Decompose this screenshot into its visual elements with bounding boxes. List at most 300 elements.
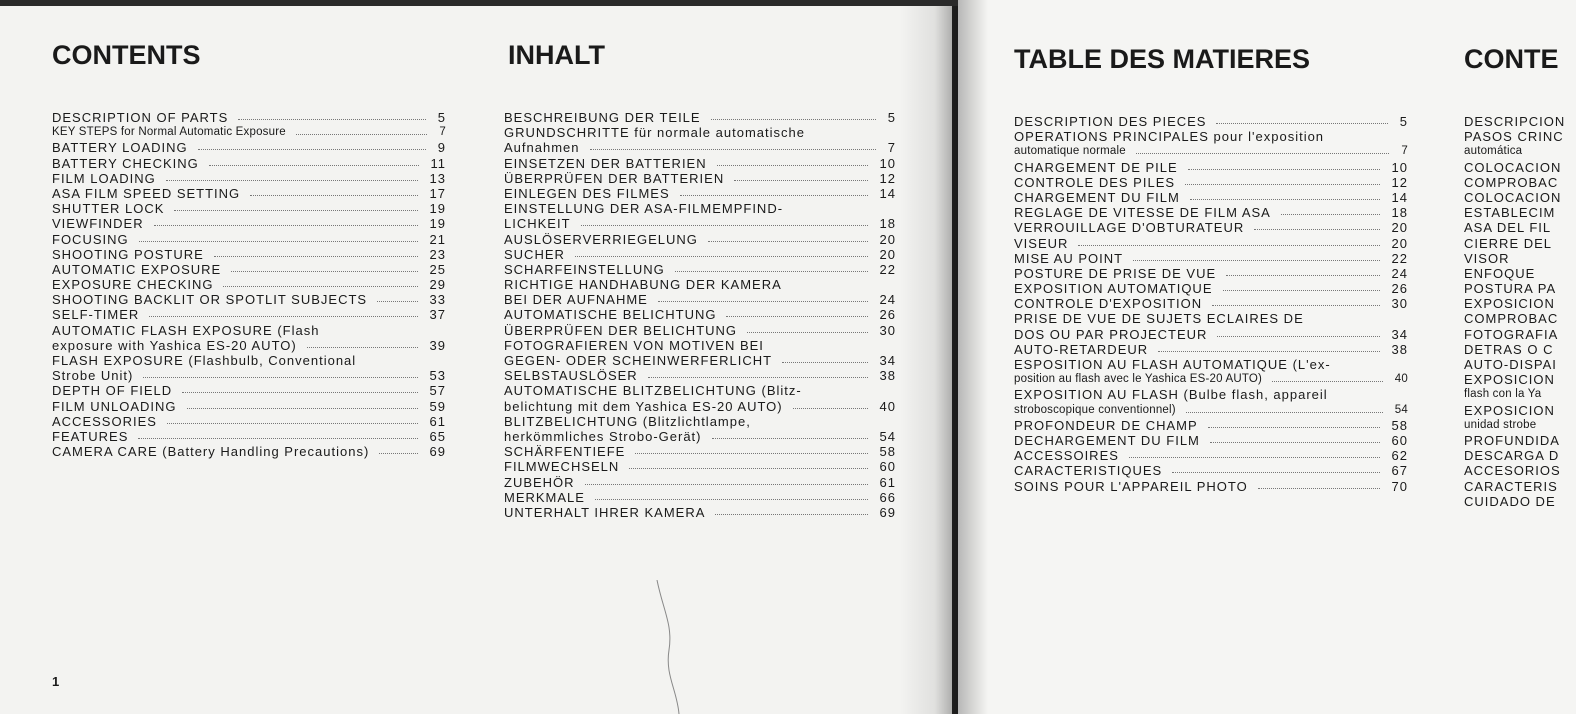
- toc-entry: [1464, 327, 1576, 342]
- toc-entry-title: BATTERY LOADING: [52, 140, 188, 156]
- toc-entry: [1014, 463, 1408, 478]
- toc-entry-title: DETRAS O C: [1464, 341, 1554, 357]
- toc-entry: [1464, 160, 1576, 175]
- toc-entry-page: 59: [429, 398, 446, 414]
- toc-entry: [52, 383, 446, 398]
- toc-entry-title: FOTOGRAFIA: [1464, 326, 1559, 342]
- toc-entry: [52, 110, 446, 125]
- toc-entry-page: 20: [1391, 220, 1408, 236]
- toc-entry: [1464, 236, 1576, 251]
- toc-leader-dots: [379, 444, 417, 454]
- toc-entry-title: GEGEN- ODER SCHEINWERFERLICHT: [504, 353, 773, 368]
- toc-entry: [504, 414, 896, 429]
- toc-leader-dots: [149, 307, 417, 317]
- toc-entry-title: flash con la Ya: [1464, 388, 1542, 401]
- toc-entry-page: 60: [1391, 432, 1408, 448]
- toc-entry-page: 20: [879, 231, 896, 247]
- toc-entry: [504, 110, 896, 125]
- toc-leader-dots: [1129, 448, 1380, 458]
- toc-entry: [1014, 296, 1408, 311]
- toc-entry-title: BATTERY CHECKING: [52, 155, 199, 171]
- toc-entry: [1014, 311, 1408, 326]
- toc-entry-title: DESCARGA D: [1464, 448, 1560, 464]
- toc-entry: [1464, 463, 1576, 478]
- toc-leader-dots: [717, 156, 868, 166]
- toc-entry-page: 17: [429, 185, 446, 201]
- toc-leader-dots: [680, 186, 868, 196]
- toc-entry: [1014, 266, 1408, 281]
- toc-entry-title: KEY STEPS for Normal Automatic Exposure: [52, 126, 286, 139]
- toc-entry-title: DEPTH OF FIELD: [52, 383, 173, 399]
- inhalt-list: [504, 110, 896, 520]
- toc-leader-dots: [143, 368, 417, 378]
- toc-entry-title: Strobe Unit): [52, 368, 134, 384]
- toc-entry-title: VIEWFINDER: [52, 216, 144, 232]
- toc-entry: [1464, 494, 1576, 509]
- toc-leader-dots: [1223, 281, 1380, 291]
- toc-entry-page: 58: [1391, 417, 1408, 433]
- toc-entry: [52, 323, 446, 338]
- toc-entry-page: 37: [429, 307, 446, 323]
- toc-entry-title: UNTERHALT IHRER KAMERA: [504, 504, 706, 520]
- toc-entry-title: AUTOMATISCHE BLITZBELICHTUNG (Blitz-: [504, 383, 802, 399]
- toc-entry-page: 23: [429, 246, 446, 262]
- toc-entry: [504, 292, 896, 307]
- toc-entry: [504, 338, 896, 353]
- toc-entry-title: CONTROLE D'EXPOSITION: [1014, 296, 1203, 312]
- contents-title: CONTENTS: [52, 40, 201, 70]
- toc-entry: [1464, 296, 1576, 311]
- toc-leader-dots: [1272, 372, 1383, 382]
- toc-entry-page: 30: [879, 322, 896, 338]
- toc-entry-title: AUTOMATIC FLASH EXPOSURE (Flash: [52, 322, 320, 338]
- toc-leader-dots: [629, 459, 867, 469]
- toc-entry: [52, 186, 446, 201]
- toc-leader-dots: [793, 399, 868, 409]
- toc-leader-dots: [1254, 220, 1379, 230]
- toc-entry-page: 14: [879, 185, 896, 201]
- toc-entry: [52, 414, 446, 429]
- toc-entry: [1464, 433, 1576, 448]
- toc-entry-page: 5: [437, 110, 446, 125]
- toc-entry-page: 57: [429, 383, 446, 399]
- toc-entry: [1014, 175, 1408, 190]
- toc-entry-page: 19: [429, 216, 446, 232]
- toc-entry: [52, 292, 446, 307]
- toc-entry: [504, 475, 896, 490]
- toc-entry: [504, 353, 896, 368]
- toc-entry-title: VISOR: [1464, 250, 1510, 266]
- inhalt-title: INHALT: [508, 40, 605, 70]
- contenido-list: [1464, 114, 1576, 509]
- toc-entry-title: EXPOSITION AUTOMATIQUE: [1014, 281, 1213, 297]
- right-page-shadow: [958, 0, 988, 714]
- toc-entry-title: SHUTTER LOCK: [52, 201, 165, 217]
- toc-entry-page: 24: [1391, 265, 1408, 281]
- toc-entry-title: PASOS CRINC: [1464, 129, 1564, 145]
- toc-entry-title: ÜBERPRÜFEN DER BELICHTUNG: [504, 322, 738, 338]
- toc-entry-page: 70: [1391, 478, 1408, 494]
- toc-leader-dots: [138, 429, 417, 439]
- toc-entry-page: 33: [429, 292, 446, 308]
- toc-entry-title: BEI DER AUFNAHME: [504, 292, 648, 308]
- toc-entry-page: 66: [879, 489, 896, 505]
- toc-entry-page: 7: [887, 140, 896, 156]
- toc-entry: [504, 232, 896, 247]
- toc-entry: [1014, 129, 1408, 144]
- toc-entry: [52, 338, 446, 353]
- toc-entry-page: 12: [879, 170, 896, 186]
- toc-leader-dots: [250, 186, 417, 196]
- toc-entry-title: FILM UNLOADING: [52, 398, 177, 414]
- toc-leader-dots: [1258, 479, 1380, 489]
- toc-leader-dots: [711, 110, 876, 120]
- toc-entry-page: 18: [1391, 205, 1408, 221]
- toc-entry: [504, 262, 896, 277]
- toc-leader-dots: [238, 110, 426, 120]
- toc-entry-page: 21: [429, 231, 446, 247]
- toc-entry: [52, 171, 446, 186]
- toc-entry-title: ESPOSITION AU FLASH AUTOMATIQUE (L'ex-: [1014, 357, 1331, 372]
- toc-entry-title: COMPROBAC: [1464, 174, 1559, 190]
- toc-entry-title: EINLEGEN DES FILMES: [504, 185, 670, 201]
- page-number: 1: [52, 674, 60, 689]
- toc-entry: [504, 247, 896, 262]
- toc-entry: [1464, 479, 1576, 494]
- toc-entry-title: unidad strobe: [1464, 418, 1537, 431]
- toc-entry-title: exposure with Yashica ES-20 AUTO): [52, 337, 297, 353]
- toc-entry-page: 26: [879, 307, 896, 323]
- toc-entry: [504, 156, 896, 171]
- toc-entry: [1464, 114, 1576, 129]
- toc-entry-title: EXPOSICION: [1464, 402, 1555, 418]
- toc-entry-page: 40: [1394, 373, 1408, 386]
- gutter-shadow: [900, 6, 958, 714]
- toc-entry-title: stroboscopique conventionnel): [1014, 403, 1176, 416]
- toc-entry-page: 29: [429, 277, 446, 293]
- toc-entry: [1014, 144, 1408, 159]
- toc-entry-page: 7: [1401, 145, 1408, 158]
- toc-entry-page: 67: [1391, 463, 1408, 479]
- toc-entry: [504, 383, 896, 398]
- toc-entry-title: MERKMALE: [504, 489, 585, 505]
- toc-entry-title: herkömmliches Strobo-Gerät): [504, 428, 702, 444]
- toc-leader-dots: [174, 201, 417, 211]
- toc-entry-title: FEATURES: [52, 428, 129, 444]
- toc-entry-title: Aufnahmen: [504, 140, 580, 156]
- toc-entry-title: CONTROLE DES PILES: [1014, 174, 1176, 190]
- toc-leader-dots: [715, 505, 867, 515]
- toc-entry: [52, 247, 446, 262]
- toc-entry: [1014, 281, 1408, 296]
- toc-entry-title: automática: [1464, 145, 1523, 158]
- toc-entry: [1014, 220, 1408, 235]
- toc-entry-title: FOTOGRAFIEREN VON MOTIVEN BEI: [504, 337, 764, 353]
- toc-leader-dots: [296, 125, 428, 135]
- toc-entry: [504, 171, 896, 186]
- toc-entry-title: belichtung mit dem Yashica ES-20 AUTO): [504, 398, 783, 414]
- toc-entry: [1014, 236, 1408, 251]
- toc-entry-title: EINSETZEN DER BATTERIEN: [504, 155, 707, 171]
- toc-leader-dots: [1078, 236, 1379, 246]
- toc-leader-dots: [1185, 175, 1379, 185]
- toc-leader-dots: [1216, 114, 1387, 124]
- toc-leader-dots: [1190, 190, 1380, 200]
- toc-leader-dots: [1188, 160, 1380, 170]
- toc-entry-title: CUIDADO DE: [1464, 493, 1556, 509]
- toc-entry: [1464, 311, 1576, 326]
- toc-entry: [504, 444, 896, 459]
- table-des-matieres-list: [1014, 114, 1408, 494]
- toc-entry-title: EXPOSICION: [1464, 372, 1555, 388]
- toc-entry: [504, 216, 896, 231]
- toc-entry: [52, 262, 446, 277]
- toc-entry-page: 34: [1391, 326, 1408, 342]
- toc-entry: [504, 323, 896, 338]
- toc-entry-title: SOINS POUR L'APPAREIL PHOTO: [1014, 478, 1248, 494]
- toc-entry-page: 40: [879, 398, 896, 414]
- toc-entry-title: BESCHREIBUNG DER TEILE: [504, 110, 701, 125]
- toc-entry: [1464, 403, 1576, 418]
- toc-entry-page: 61: [879, 474, 896, 490]
- toc-leader-dots: [658, 292, 868, 302]
- toc-leader-dots: [182, 383, 417, 393]
- toc-entry-page: 34: [879, 353, 896, 368]
- toc-entry-title: ASA DEL FIL: [1464, 220, 1552, 236]
- toc-leader-dots: [648, 368, 868, 378]
- toc-entry: [1014, 160, 1408, 175]
- toc-entry: [1464, 205, 1576, 220]
- toc-entry-page: 62: [1391, 448, 1408, 464]
- toc-entry-page: 69: [429, 444, 446, 460]
- toc-entry-title: ZUBEHÖR: [504, 474, 575, 490]
- toc-entry: [1014, 251, 1408, 266]
- toc-entry: [1464, 190, 1576, 205]
- toc-entry: [1014, 205, 1408, 220]
- toc-entry-title: DOS OU PAR PROJECTEUR: [1014, 326, 1208, 342]
- toc-entry-title: ACCESSOIRES: [1014, 448, 1119, 464]
- toc-entry-page: 61: [429, 413, 446, 429]
- toc-leader-dots: [231, 262, 417, 272]
- toc-entry: [504, 429, 896, 444]
- toc-leader-dots: [712, 429, 868, 439]
- toc-entry-title: AUSLÖSERVERRIEGELUNG: [504, 231, 698, 247]
- toc-entry-page: 18: [879, 216, 896, 232]
- toc-entry-page: 60: [879, 459, 896, 475]
- toc-entry-title: DESCRIPCION: [1464, 114, 1566, 129]
- toc-entry-title: POSTURE DE PRISE DE VUE: [1014, 265, 1217, 281]
- toc-entry-page: 5: [887, 110, 896, 125]
- toc-entry-page: 7: [439, 126, 446, 139]
- toc-entry-title: AUTO-DISPAI: [1464, 357, 1557, 372]
- toc-entry-page: 5: [1399, 114, 1408, 129]
- toc-entry-title: FOCUSING: [52, 231, 129, 247]
- toc-entry-page: 25: [429, 261, 446, 277]
- toc-leader-dots: [223, 277, 417, 287]
- toc-entry: [52, 444, 446, 459]
- toc-leader-dots: [747, 323, 868, 333]
- toc-entry-title: FILMWECHSELN: [504, 459, 620, 475]
- toc-entry-title: VERROUILLAGE D'OBTURATEUR: [1014, 220, 1245, 236]
- toc-entry-title: ESTABLECIM: [1464, 205, 1556, 221]
- toc-entry: [1464, 448, 1576, 463]
- toc-entry-page: 22: [1391, 250, 1408, 266]
- toc-entry: [1014, 342, 1408, 357]
- toc-entry-page: 20: [879, 246, 896, 262]
- toc-entry: [1464, 372, 1576, 387]
- toc-entry-title: RICHTIGE HANDHABUNG DER KAMERA: [504, 277, 782, 293]
- toc-leader-dots: [575, 247, 868, 257]
- toc-entry: [504, 186, 896, 201]
- toc-entry-page: 19: [429, 201, 446, 217]
- toc-entry: [504, 490, 896, 505]
- toc-entry-page: 69: [879, 504, 896, 520]
- toc-entry: [1464, 266, 1576, 281]
- toc-entry-title: OPERATIONS PRINCIPALES pour l'exposition: [1014, 129, 1325, 145]
- toc-entry-page: 38: [879, 368, 896, 384]
- toc-entry: [52, 399, 446, 414]
- toc-leader-dots: [734, 171, 867, 181]
- toc-entry: [504, 140, 896, 155]
- toc-entry-title: SELF-TIMER: [52, 307, 140, 323]
- toc-entry-page: 26: [1391, 281, 1408, 297]
- toc-entry: [1014, 327, 1408, 342]
- toc-entry: [1014, 403, 1408, 418]
- toc-entry-title: EXPOSURE CHECKING: [52, 277, 214, 293]
- toc-entry-page: 54: [1394, 403, 1408, 416]
- toc-leader-dots: [1186, 403, 1383, 413]
- toc-leader-dots: [1172, 463, 1379, 473]
- toc-entry-title: PRISE DE VUE DE SUJETS ECLAIRES DE: [1014, 311, 1304, 327]
- toc-entry: [504, 277, 896, 292]
- toc-entry-title: EINSTELLUNG DER ASA-FILMEMPFIND-: [504, 201, 784, 217]
- toc-leader-dots: [166, 171, 418, 181]
- toc-entry-title: DECHARGEMENT DU FILM: [1014, 432, 1200, 448]
- toc-leader-dots: [1226, 266, 1379, 276]
- toc-entry: [52, 201, 446, 216]
- toc-entry-title: AUTOMATISCHE BELICHTUNG: [504, 307, 717, 323]
- page-crease: [655, 580, 685, 714]
- toc-leader-dots: [209, 156, 419, 166]
- toc-entry: [1014, 418, 1408, 433]
- toc-entry-title: CAMERA CARE (Battery Handling Precautions): [52, 444, 370, 460]
- toc-entry: [504, 201, 896, 216]
- toc-entry-title: CHARGEMENT DE PILE: [1014, 159, 1178, 175]
- toc-entry-title: ACCESSORIES: [52, 413, 157, 429]
- toc-leader-dots: [214, 247, 418, 257]
- toc-entry: [1464, 342, 1576, 357]
- toc-entry: [52, 140, 446, 155]
- toc-entry: [1014, 387, 1408, 402]
- toc-entry-title: LICHKEIT: [504, 216, 571, 232]
- toc-entry: [1014, 448, 1408, 463]
- toc-entry: [1014, 190, 1408, 205]
- toc-entry-title: COLOCACION: [1464, 159, 1562, 175]
- toc-entry-title: BLITZBELICHTUNG (Blitzlichtlampe,: [504, 413, 751, 429]
- toc-entry: [504, 459, 896, 474]
- toc-entry-title: SHOOTING BACKLIT OR SPOTLIT SUBJECTS: [52, 292, 368, 308]
- toc-entry-title: SCHARFEINSTELLUNG: [504, 261, 665, 277]
- toc-entry-title: SCHÄRFENTIEFE: [504, 444, 626, 460]
- toc-entry: [504, 368, 896, 383]
- toc-leader-dots: [198, 140, 426, 150]
- toc-leader-dots: [154, 216, 418, 226]
- toc-entry-title: CHARGEMENT DU FILM: [1014, 189, 1180, 205]
- contenido-column: [1464, 44, 1576, 534]
- toc-entry-page: 22: [879, 261, 896, 277]
- toc-entry-title: REGLAGE DE VITESSE DE FILM ASA: [1014, 205, 1271, 221]
- toc-leader-dots: [1208, 418, 1380, 428]
- toc-entry-title: automatique normale: [1014, 145, 1126, 158]
- toc-entry: [1464, 175, 1576, 190]
- toc-entry: [52, 368, 446, 383]
- toc-entry: [52, 353, 446, 368]
- toc-entry-page: 24: [879, 292, 896, 308]
- toc-entry-page: 10: [1391, 159, 1408, 175]
- toc-entry: [1014, 114, 1408, 129]
- toc-entry-title: FLASH EXPOSURE (Flashbulb, Conventional: [52, 353, 357, 368]
- toc-entry-page: 65: [429, 428, 446, 444]
- contenido-title: CONTE: [1464, 44, 1559, 74]
- toc-entry: [504, 307, 896, 322]
- toc-entry: [1014, 479, 1408, 494]
- toc-entry: [52, 156, 446, 171]
- toc-leader-dots: [708, 232, 868, 242]
- toc-leader-dots: [1136, 144, 1390, 154]
- toc-entry-page: 14: [1391, 189, 1408, 205]
- toc-leader-dots: [581, 216, 868, 226]
- toc-leader-dots: [377, 292, 417, 302]
- toc-entry-page: 9: [437, 140, 446, 156]
- toc-entry: [52, 216, 446, 231]
- toc-entry-title: FILM LOADING: [52, 170, 156, 186]
- toc-entry-page: 30: [1391, 296, 1408, 312]
- toc-entry-title: MISE AU POINT: [1014, 250, 1124, 266]
- toc-entry: [52, 277, 446, 292]
- toc-entry-title: ENFOQUE: [1464, 265, 1536, 281]
- toc-entry-page: 53: [429, 368, 446, 384]
- toc-entry-title: SHOOTING POSTURE: [52, 246, 204, 262]
- toc-leader-dots: [726, 307, 867, 317]
- toc-entry: [1464, 144, 1576, 159]
- toc-entry: [52, 429, 446, 444]
- toc-leader-dots: [1210, 433, 1380, 443]
- toc-entry-title: CIERRE DEL: [1464, 235, 1553, 251]
- toc-leader-dots: [1217, 327, 1379, 337]
- toc-entry-page: 13: [429, 170, 446, 186]
- toc-entry: [1464, 281, 1576, 296]
- toc-entry-page: 39: [429, 337, 446, 353]
- toc-entry-title: PROFONDEUR DE CHAMP: [1014, 417, 1198, 433]
- toc-entry-page: 12: [1391, 174, 1408, 190]
- toc-entry: [52, 125, 446, 140]
- toc-entry: [1464, 357, 1576, 372]
- toc-leader-dots: [1212, 296, 1379, 306]
- toc-leader-dots: [595, 490, 868, 500]
- toc-leader-dots: [307, 338, 418, 348]
- toc-entry: [504, 505, 896, 520]
- toc-entry: [1014, 372, 1408, 387]
- toc-entry-title: position au flash avec le Yashica ES-20 AUTO): [1014, 373, 1263, 386]
- toc-leader-dots: [635, 444, 867, 454]
- toc-entry-title: ÜBERPRÜFEN DER BATTERIEN: [504, 170, 725, 186]
- toc-entry-title: VISEUR: [1014, 235, 1069, 251]
- toc-leader-dots: [1281, 205, 1380, 215]
- toc-entry-title: PROFUNDIDA: [1464, 432, 1560, 448]
- toc-entry-title: SUCHER: [504, 246, 565, 262]
- contents-list: [52, 110, 446, 459]
- toc-entry: [504, 125, 896, 140]
